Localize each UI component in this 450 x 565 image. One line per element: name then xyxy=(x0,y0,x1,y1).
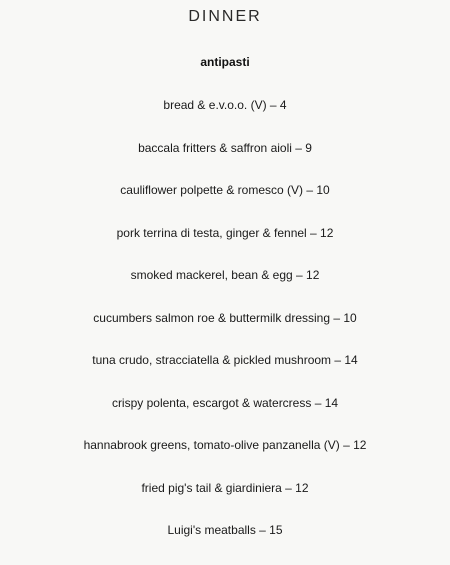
menu-title: DINNER xyxy=(188,8,262,25)
menu-item: fried pig's tail & giardiniera – 12 xyxy=(141,480,309,495)
menu-item: cucumbers salmon roe & buttermilk dressing – 10 xyxy=(93,310,357,325)
menu-item: bread & e.v.o.o. (V) – 4 xyxy=(163,98,287,112)
menu-item: smoked mackerel, bean & egg – 12 xyxy=(130,268,320,282)
menu-item: baccala fritters & saffron aioli – 9 xyxy=(138,140,312,155)
menu-item: tuna crudo, stracciatella & pickled mushroom – 14 xyxy=(92,353,358,367)
menu-items-list xyxy=(0,97,450,565)
menu-item: cauliflower polpette & romesco (V) – 10 xyxy=(120,183,330,197)
menu-item: Luigi's meatballs – 15 xyxy=(167,523,283,537)
section-heading-antipasti: antipasti xyxy=(200,55,250,69)
menu-item: crispy polenta, escargot & watercress – 14 xyxy=(111,395,339,410)
menu-item: hannabrook greens, tomato-olive panzanella (V) – 12 xyxy=(83,438,367,452)
menu-item: pork terrina di testa, ginger & fennel – 12 xyxy=(116,225,334,240)
